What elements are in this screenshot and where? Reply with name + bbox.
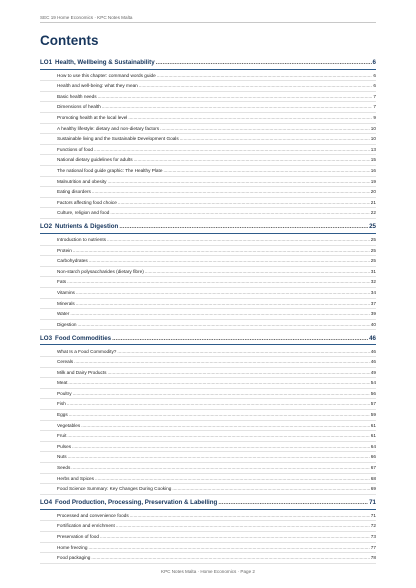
dot-leader: [110, 208, 369, 218]
dot-leader: [118, 198, 370, 208]
entry-page-number: 46: [370, 348, 376, 354]
dot-leader: [102, 102, 373, 112]
toc-section-lo4[interactable]: [40, 498, 376, 510]
dot-leader: [78, 320, 370, 330]
dot-leader: [107, 235, 370, 245]
toc-entry[interactable]: [40, 368, 376, 379]
toc-entry[interactable]: [40, 553, 376, 564]
toc-entry[interactable]: [40, 267, 376, 278]
toc-entry[interactable]: [40, 463, 376, 474]
entry-label: Pulses: [57, 443, 72, 449]
dot-leader: [76, 299, 370, 309]
toc-entry[interactable]: [40, 399, 376, 410]
entry-label: Poultry: [57, 390, 72, 396]
entry-page-number: 57: [370, 401, 376, 407]
entry-page-number: 68: [370, 475, 376, 481]
entry-page-number: 67: [370, 465, 376, 471]
entry-label: Vitamins: [57, 290, 75, 296]
dot-leader: [67, 431, 369, 441]
toc-entry[interactable]: [40, 166, 376, 177]
entry-label: Promoting health at the local level: [57, 115, 128, 121]
toc-entry[interactable]: [40, 474, 376, 485]
entry-label: Factors affecting food choice: [57, 199, 117, 205]
entry-page-number: 15: [370, 157, 376, 163]
entry-label: Fortification and enrichment: [57, 523, 115, 529]
entry-page-number: 10: [370, 136, 376, 142]
entry-label: Seeds: [57, 465, 71, 471]
entry-label: Preservation of food: [57, 534, 99, 540]
toc-entry[interactable]: [40, 277, 376, 288]
entry-page-number: 9: [373, 115, 376, 121]
toc-entry[interactable]: [40, 177, 376, 188]
entry-page-number: 61: [370, 433, 376, 439]
entry-page-number: 6: [373, 72, 376, 78]
dot-leader: [92, 187, 370, 197]
entry-label: Meat: [57, 380, 68, 386]
section-code: LO1: [40, 59, 53, 66]
toc-entry[interactable]: [40, 452, 376, 463]
entry-label: Sustainable living and the Sustainable Development Goals: [57, 136, 179, 142]
dot-leader: [76, 288, 370, 298]
section-page-number: 71: [369, 499, 376, 507]
entry-page-number: 16: [370, 168, 376, 174]
entry-label: Basic health needs: [57, 93, 97, 99]
entry-page-number: 21: [370, 199, 376, 205]
entry-page-number: 19: [370, 178, 376, 184]
entry-label: The national food guide graphic: The Healthy Plate: [57, 168, 163, 174]
entry-page-number: 13: [370, 146, 376, 152]
dot-leader: [156, 58, 372, 69]
entry-label: Carbohydrates: [57, 258, 88, 264]
entry-page-number: 32: [370, 279, 376, 285]
section-page-number: 6: [372, 59, 376, 66]
toc-entry[interactable]: [40, 198, 376, 209]
entry-page-number: 77: [370, 544, 376, 550]
dot-leader: [157, 71, 373, 81]
section-page-number: 25: [369, 223, 376, 231]
entry-label: Vegetables: [57, 422, 81, 428]
toc-entry[interactable]: [40, 532, 376, 543]
dot-leader: [69, 410, 370, 420]
dot-leader: [67, 399, 370, 409]
dot-leader: [163, 166, 369, 176]
toc-entry[interactable]: [40, 155, 376, 166]
entry-page-number: 78: [370, 555, 376, 561]
entry-label: Fruit: [57, 433, 67, 439]
toc-entry[interactable]: [40, 187, 376, 198]
entry-label: Fish: [57, 401, 66, 407]
dot-leader: [94, 145, 370, 155]
toc-entry[interactable]: [40, 421, 376, 432]
entry-label: Eating disorders: [57, 189, 91, 195]
toc-entry[interactable]: [40, 71, 376, 82]
entry-page-number: 64: [370, 443, 376, 449]
entry-page-number: 37: [370, 300, 376, 306]
dot-leader: [172, 484, 369, 494]
toc-entry[interactable]: [40, 235, 376, 246]
dot-leader: [71, 463, 369, 473]
dot-leader: [91, 553, 369, 563]
entry-label: Cereals: [57, 359, 74, 365]
toc-entry[interactable]: [40, 309, 376, 320]
entry-label: Milk and Dairy Products: [57, 369, 107, 375]
entry-page-number: 25: [370, 258, 376, 264]
dot-leader: [128, 113, 372, 123]
entry-label: Dimensions of health: [57, 104, 101, 110]
toc-entry[interactable]: [40, 134, 376, 145]
entry-label: Eggs: [57, 412, 68, 418]
entry-label: How to use this chapter: command words guide: [57, 72, 156, 78]
toc-entry[interactable]: [40, 320, 376, 331]
entry-page-number: 66: [370, 454, 376, 460]
toc-entry[interactable]: [40, 357, 376, 368]
entry-label: Digestion: [57, 321, 77, 327]
toc-entry[interactable]: [40, 431, 376, 442]
entry-label: Home freezing: [57, 544, 88, 550]
toc-entry[interactable]: [40, 145, 376, 156]
entry-page-number: 71: [370, 512, 376, 518]
toc-entry[interactable]: [40, 347, 376, 358]
entry-page-number: 25: [370, 237, 376, 243]
section-title: Food Production, Processing, Preservation & Labelling: [55, 499, 218, 507]
dot-leader: [139, 81, 373, 91]
dot-leader: [116, 521, 370, 531]
toc-entry[interactable]: [40, 246, 376, 257]
dot-leader: [67, 277, 370, 287]
toc-section-lo1[interactable]: [40, 58, 376, 70]
dot-leader: [72, 442, 370, 452]
table-of-contents: [40, 58, 376, 564]
dot-leader: [108, 368, 370, 378]
entry-label: Malnutrition and obesity: [57, 178, 107, 184]
entry-page-number: 73: [370, 534, 376, 540]
dot-leader: [73, 246, 370, 256]
dot-leader: [117, 347, 369, 357]
toc-entry[interactable]: [40, 113, 376, 124]
dot-leader: [134, 155, 370, 165]
dot-leader: [98, 92, 373, 102]
entry-label: Food packaging: [57, 555, 91, 561]
page-title: Contents: [40, 33, 99, 48]
toc-entry[interactable]: [40, 102, 376, 113]
toc-entry[interactable]: [40, 378, 376, 389]
dot-leader: [112, 334, 368, 345]
entry-page-number: 6: [373, 83, 376, 89]
toc-section-lo2[interactable]: [40, 222, 376, 234]
toc-entry[interactable]: [40, 208, 376, 219]
toc-entry[interactable]: [40, 288, 376, 299]
entry-page-number: 61: [370, 422, 376, 428]
dot-leader: [81, 421, 370, 431]
entry-page-number: 22: [370, 210, 376, 216]
toc-section-lo3[interactable]: [40, 334, 376, 346]
entry-label: Food Science Summary: Key Changes During Cooking: [57, 486, 172, 492]
running-footer: KPC Notes Malta · Home Economics · Page 2: [161, 569, 255, 574]
dot-leader: [160, 124, 370, 134]
toc-entry[interactable]: [40, 511, 376, 522]
entry-label: Water: [57, 311, 70, 317]
dot-leader: [73, 389, 370, 399]
toc-entry[interactable]: [40, 389, 376, 400]
entry-page-number: 49: [370, 369, 376, 375]
entry-label: Protein: [57, 247, 72, 253]
entry-label: A healthy lifestyle: dietary and non-dietary factors: [57, 125, 160, 131]
toc-entry[interactable]: [40, 124, 376, 135]
dot-leader: [88, 543, 369, 553]
section-title: Health, Wellbeing & Sustainability: [55, 59, 155, 66]
toc-entry[interactable]: [40, 81, 376, 92]
toc-entry[interactable]: [40, 92, 376, 103]
entry-label: Fats: [57, 279, 67, 285]
entry-page-number: 7: [373, 93, 376, 99]
dot-leader: [100, 532, 370, 542]
dot-leader: [95, 474, 370, 484]
entry-label: What Is a Food Commodity?: [57, 348, 117, 354]
entry-label: National dietary guidelines for adults: [57, 157, 133, 163]
dot-leader: [130, 511, 370, 521]
entry-page-number: 20: [370, 189, 376, 195]
entry-label: Herbs and Spices: [57, 475, 94, 481]
entry-page-number: 25: [370, 247, 376, 253]
dot-leader: [119, 222, 368, 233]
entry-label: Processed and convenience foods: [57, 512, 129, 518]
dot-leader: [74, 357, 370, 367]
dot-leader: [68, 378, 369, 388]
entry-page-number: 34: [370, 290, 376, 296]
toc-entry[interactable]: [40, 256, 376, 267]
toc-entry[interactable]: [40, 410, 376, 421]
entry-page-number: 56: [370, 390, 376, 396]
toc-entry[interactable]: [40, 521, 376, 532]
dot-leader: [108, 177, 370, 187]
entry-label: Functions of food: [57, 146, 93, 152]
section-page-number: 46: [369, 334, 376, 342]
entry-page-number: 59: [370, 412, 376, 418]
section-code: LO4: [40, 499, 53, 507]
entry-page-number: 40: [370, 321, 376, 327]
entry-page-number: 54: [370, 380, 376, 386]
entry-page-number: 46: [370, 359, 376, 365]
section-code: LO2: [40, 223, 53, 231]
toc-entry[interactable]: [40, 484, 376, 495]
section-code: LO3: [40, 334, 53, 342]
entry-page-number: 39: [370, 311, 376, 317]
toc-entry[interactable]: [40, 543, 376, 554]
dot-leader: [89, 256, 370, 266]
dot-leader: [180, 134, 370, 144]
section-title: Food Commodities: [55, 334, 112, 342]
entry-label: Non-starch polysaccharides (dietary fibre): [57, 268, 144, 274]
entry-label: Health and well-being: what they mean: [57, 83, 138, 89]
entry-page-number: 69: [370, 486, 376, 492]
entry-label: Nuts: [57, 454, 67, 460]
entry-label: Culture, religion and food: [57, 210, 110, 216]
entry-label: Introduction to nutrients: [57, 237, 106, 243]
dot-leader: [68, 452, 370, 462]
entry-page-number: 31: [370, 268, 376, 274]
dot-leader: [218, 498, 368, 509]
entry-page-number: 72: [370, 523, 376, 529]
section-title: Nutrients & Digestion: [55, 223, 119, 231]
entry-label: Minerals: [57, 300, 75, 306]
entry-page-number: 10: [370, 125, 376, 131]
dot-leader: [145, 267, 370, 277]
toc-entry[interactable]: [40, 442, 376, 453]
toc-entry[interactable]: [40, 299, 376, 310]
entry-page-number: 7: [373, 104, 376, 110]
dot-leader: [70, 309, 369, 319]
running-header: SEC 19 Home Economics · KPC Notes Malta: [40, 15, 376, 23]
